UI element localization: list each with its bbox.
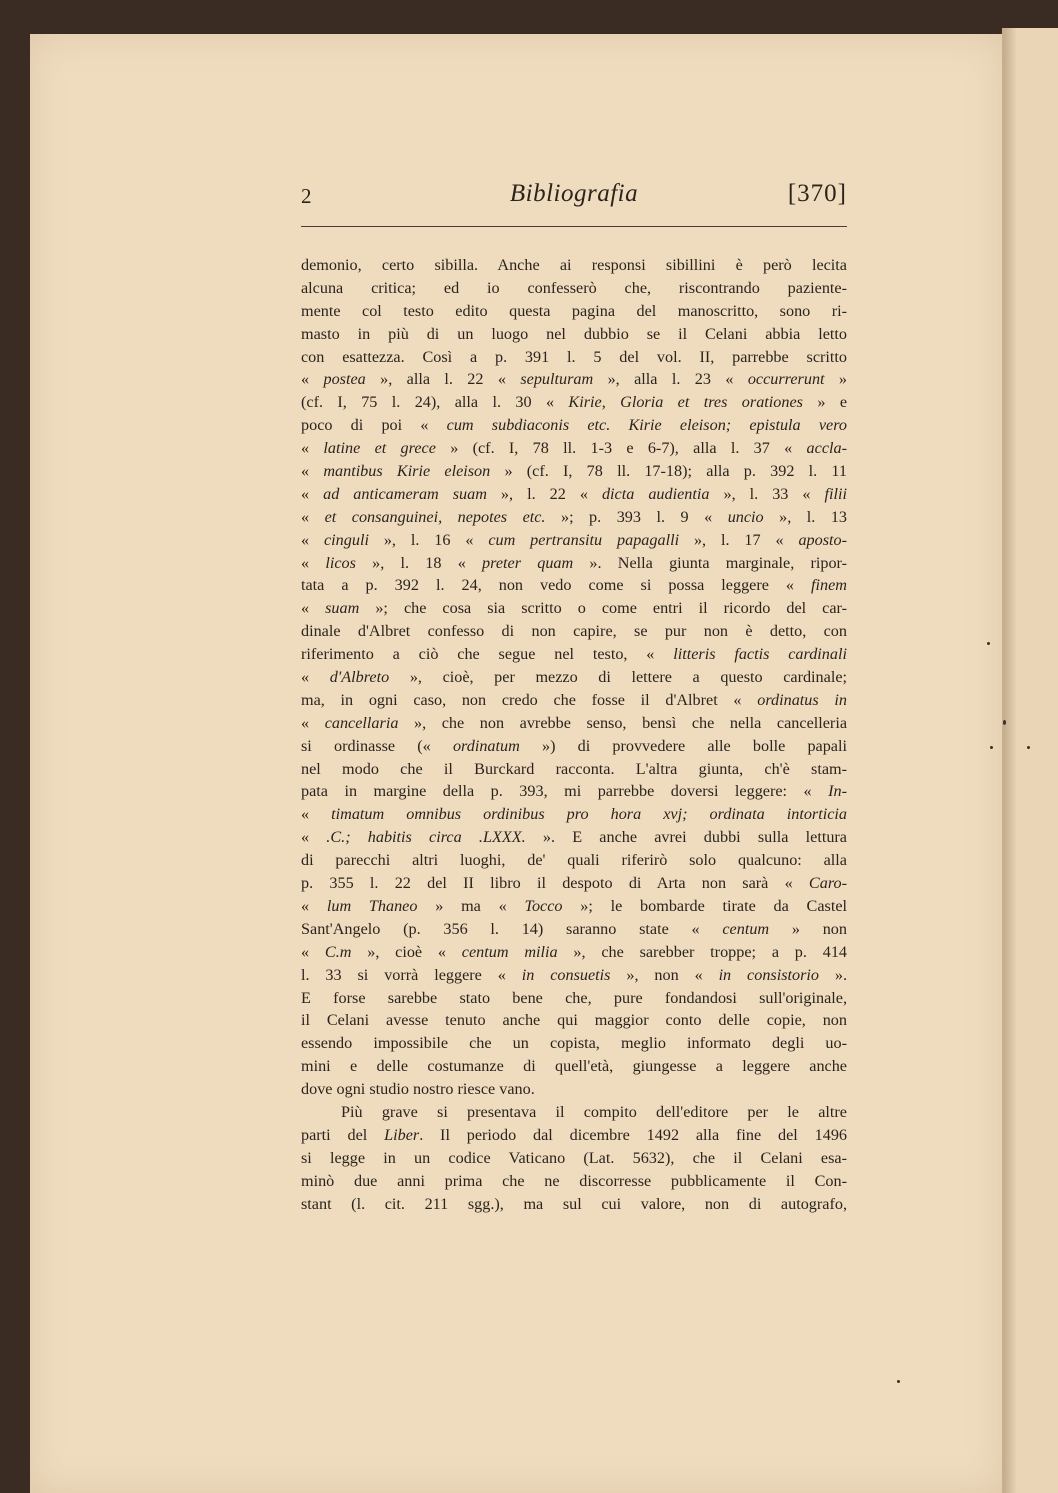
text-line: « ad anticameram suam », l. 22 « dicta audientia », l. 33 « filii xyxy=(301,484,847,503)
text-line: « timatum omnibus ordinibus pro hora xvj; ordinata intorticia xyxy=(301,805,847,824)
facing-page-edge xyxy=(1002,28,1058,1493)
text-line: minò due anni prima che ne discorresse pubblicamente il Con- xyxy=(301,1171,847,1190)
text-line: di parecchi altri luoghi, de' quali riferirò solo qualcuno: alla xyxy=(301,851,847,870)
text-line: dove ogni studio nostro riesce vano. xyxy=(301,1080,535,1099)
text-line: demonio, certo sibilla. Anche ai responsi sibillini è però lecita xyxy=(301,256,847,274)
page-number: 2 xyxy=(301,184,312,208)
text-line: mini e delle costumanze di quell'età, giungesse a leggere anche xyxy=(301,1057,847,1076)
text-line: « postea », alla l. 22 « sepulturam », alla l. 23 « occurrerunt » xyxy=(301,370,847,389)
running-title: Bibliografia xyxy=(509,180,639,207)
text-line: « latine et grece » (cf. I, 78 ll. 1-3 e 6-7), alla l. 37 « accla- xyxy=(301,439,847,458)
ink-speck xyxy=(1027,746,1030,749)
text-line: dinale d'Albret confesso di non capire, se pur non è detto, con xyxy=(301,622,847,641)
text-line: si ordinasse (« ordinatum ») di provvedere alle bolle papali xyxy=(301,736,847,755)
text-line: mente col testo edito questa pagina del manoscritto, sono ri- xyxy=(301,301,847,320)
text-line: tata a p. 392 l. 24, non vedo come si possa leggere « finem xyxy=(301,576,847,595)
bracket-page-number: [370] xyxy=(787,180,847,207)
ink-speck xyxy=(987,642,990,645)
text-line: pata in margine della p. 393, mi parrebbe doversi leggere: « In- xyxy=(301,782,847,801)
text-line: riferimento a ciò che segue nel testo, « litteris factis cardinali xyxy=(301,645,847,664)
text-line: alcuna critica; ed io confesserò che, riscontrando paziente- xyxy=(301,278,847,297)
text-line: stant (l. cit. 211 sgg.), ma sul cui valore, non di autografo, xyxy=(301,1194,847,1213)
text-line: « .C.; habitis circa .LXXX. ». E anche avrei dubbi sulla lettura xyxy=(301,828,847,847)
text-line: si legge in un codice Vaticano (Lat. 5632), che il Celani esa- xyxy=(301,1148,847,1167)
text-line: (cf. I, 75 l. 24), alla l. 30 « Kirie, Gloria et tres orationes » e xyxy=(301,393,847,412)
text-line: « licos », l. 18 « preter quam ». Nella giunta marginale, ripor- xyxy=(301,553,847,572)
ink-speck xyxy=(897,1380,900,1383)
ink-speck xyxy=(990,746,993,749)
ink-speck xyxy=(1003,720,1006,725)
text-line: Più grave si presentava il compito dell'editore per le altre xyxy=(341,1102,847,1121)
text-line: masto in più di un luogo nel dubbio se il Celani abbia letto xyxy=(301,324,847,343)
text-line: « mantibus Kirie eleison » (cf. I, 78 ll. 17-18); alla p. 392 l. 11 xyxy=(301,462,847,481)
text-line: con esattezza. Così a p. 391 l. 5 del vol. II, parrebbe scritto xyxy=(301,347,847,366)
text-line: « lum Thaneo » ma « Tocco »; le bombarde tirate da Castel xyxy=(301,896,847,915)
body-text xyxy=(301,254,847,1215)
text-line: « cancellaria », che non avrebbe senso, bensì che nella cancelleria xyxy=(301,713,847,732)
header-rule xyxy=(301,226,847,227)
text-line: essendo impossibile che un copista, meglio informato degli uo- xyxy=(301,1034,847,1053)
text-line: l. 33 si vorrà leggere « in consuetis », non « in consistorio ». xyxy=(301,965,847,984)
text-line: « cinguli », l. 16 « cum pertransitu papagalli », l. 17 « aposto- xyxy=(301,530,847,549)
text-line: p. 355 l. 22 del II libro il despoto di Arta non sarà « Caro- xyxy=(301,874,847,893)
text-line: « et consanguinei, nepotes etc. »; p. 393 l. 9 « uncio », l. 13 xyxy=(301,507,847,526)
text-line: il Celani avesse tenuto anche qui maggior conto delle copie, non xyxy=(301,1011,847,1030)
text-line: ma, in ogni caso, non credo che fosse il d'Albret « ordinatus in xyxy=(301,690,847,709)
text-line: E forse sarebbe stato bene che, pure fondandosi sull'originale, xyxy=(301,988,847,1007)
text-line: « C.m », cioè « centum milia », che sarebber troppe; a p. 414 xyxy=(301,942,847,961)
text-line: nel modo che il Burckard racconta. L'altra giunta, ch'è stam- xyxy=(301,759,847,778)
text-line: poco di poi « cum subdiaconis etc. Kirie eleison; epistula vero xyxy=(301,416,847,435)
running-header xyxy=(301,176,847,216)
text-line: « d'Albreto », cioè, per mezzo di lettere a questo cardinale; xyxy=(301,668,847,687)
text-line: « suam »; che cosa sia scritto o come entri il ricordo del car- xyxy=(301,599,847,618)
text-line: parti del Liber. Il periodo dal dicembre 1492 alla fine del 1496 xyxy=(301,1125,847,1144)
text-line: Sant'Angelo (p. 356 l. 14) saranno state « centum » non xyxy=(301,919,847,938)
